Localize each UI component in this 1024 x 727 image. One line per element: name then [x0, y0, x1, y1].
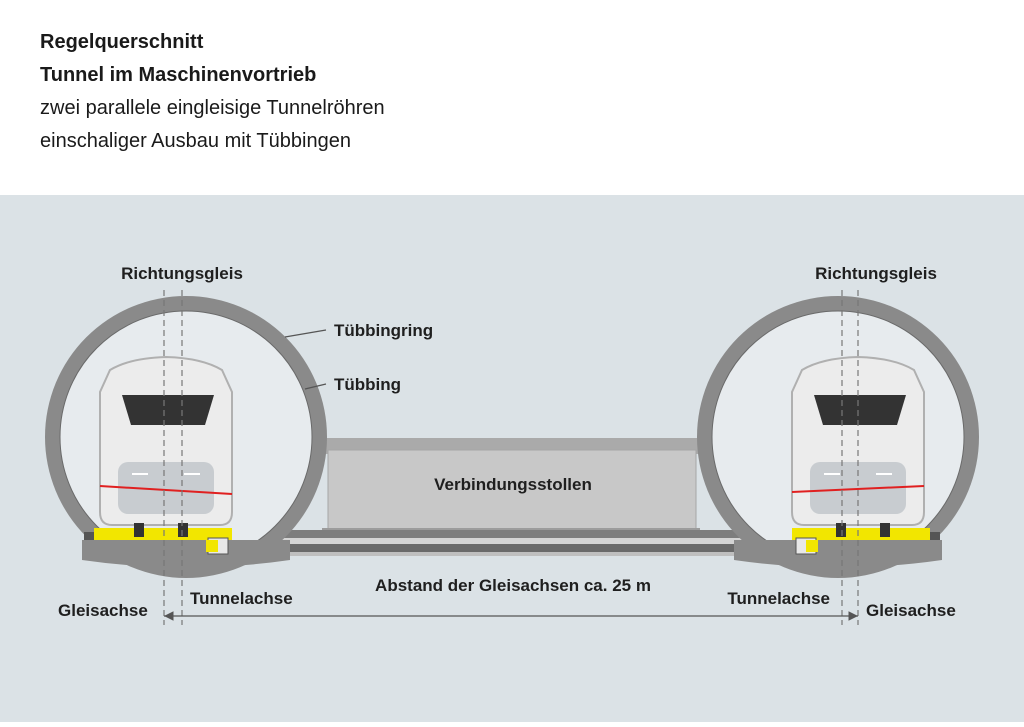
- label-richtungsgleis-right: Richtungsgleis: [815, 264, 937, 283]
- label-tuebbingring: Tübbingring: [334, 321, 434, 340]
- label-verbindungsstollen: Verbindungsstollen: [434, 475, 592, 494]
- cross-section-svg: [0, 195, 1024, 722]
- label-tunnelachse-right: Tunnelachse: [727, 589, 830, 608]
- label-richtungsgleis-left: Richtungsgleis: [121, 264, 243, 283]
- header: [40, 26, 385, 158]
- connecting-pipes: [230, 530, 800, 556]
- label-gleisachse-right: Gleisachse: [866, 601, 956, 620]
- verbindungsstollen: [322, 438, 700, 538]
- label-tunnelachse-left: Tunnelachse: [190, 589, 293, 608]
- cross-section-diagram: [0, 195, 1024, 722]
- label-tuebbing: Tübbing: [334, 375, 402, 394]
- label-abstand: Abstand der Gleisachsen ca. 25 m: [375, 576, 651, 595]
- subtitle-line-1: zwei parallele eingleisige Tunnelröhren: [40, 97, 385, 119]
- subtitle-line-2: einschaliger Ausbau mit Tübbingen: [40, 130, 351, 152]
- label-gleisachse-left: Gleisachse: [58, 601, 148, 620]
- train-left: [100, 357, 232, 537]
- title-line-2: Tunnel im Maschinenvortrieb: [40, 64, 317, 86]
- title-line-1: Regelquerschnitt: [40, 31, 204, 53]
